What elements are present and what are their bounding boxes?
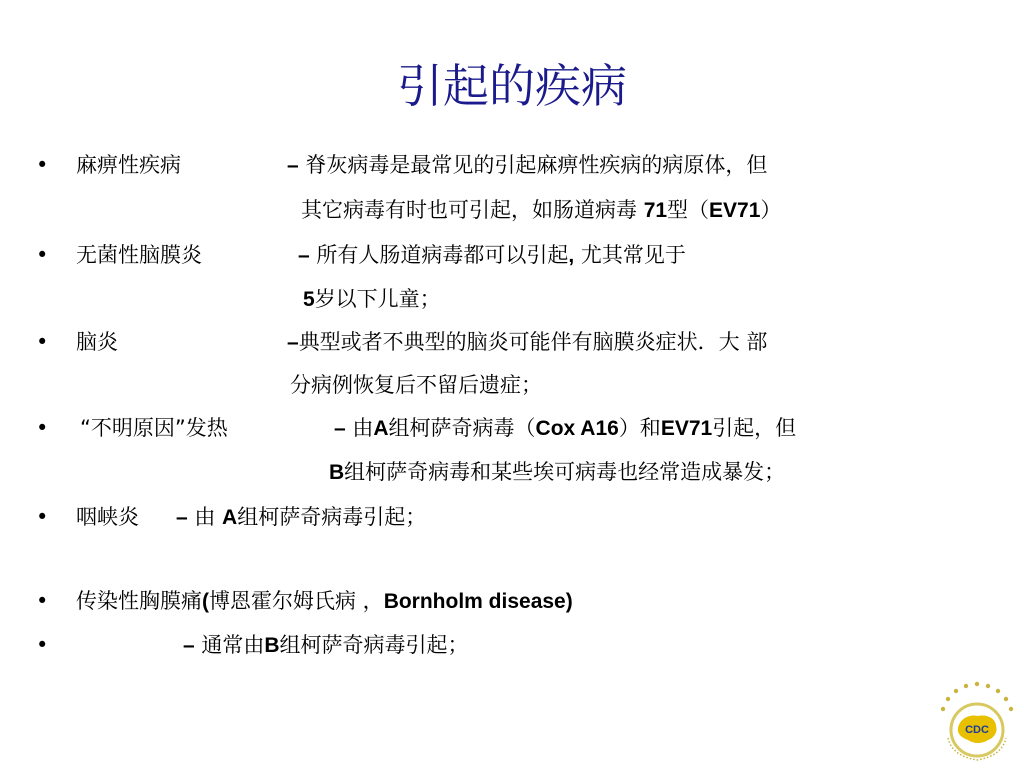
desc-text: 型（ [667,198,710,222]
bullet-marker: • [36,633,49,657]
desc-text: Cox A16 [535,417,619,440]
item-description-cont: 分病例恢复后不留后遗症； [290,373,542,397]
item-description [176,502,426,533]
item-description-cont [301,195,781,226]
label-text: ( [202,590,209,613]
desc-text: EV71 [709,199,761,222]
item-description [298,240,686,271]
desc-text: 尤其常见于 [574,243,686,267]
bullet-marker: • [36,243,49,267]
logo-text: CDC [965,724,989,736]
dash: – [176,506,188,529]
desc-text: 组柯萨奇病毒引起； [237,505,427,529]
desc-text: ）和 [618,416,661,440]
desc-text: 典型或者不典型的脑炎可能伴有脑膜炎症状．大 部 [298,330,768,354]
dash: – [287,154,299,177]
desc-text: 71 [643,199,668,222]
label-text: 传染性胸膜痛 [76,589,202,613]
desc-text: 所有人肠道病毒都可以引起 [316,243,569,267]
item-description [334,413,796,444]
desc-text: EV71 [660,417,713,440]
logo-dots-ring [941,682,1013,711]
desc-text: B [264,634,280,657]
item-label: 麻痹性疾病 [76,153,181,177]
bullet-marker: • [36,330,49,354]
item-description [183,630,469,661]
bullet-marker: • [36,416,49,440]
item-label: “不明原因”发热 [80,416,228,440]
desc-text: 引起，但 [712,416,797,440]
desc-text: A [373,417,389,440]
desc-text: 组柯萨奇病毒引起； [279,633,469,657]
desc-text: 通常由 [194,633,265,657]
item-description [287,327,767,358]
desc-text: 由 [345,416,374,440]
cdc-logo [938,680,1016,764]
item-label: 咽峡炎 [76,505,139,529]
item-label [76,586,573,617]
bullet-marker: • [36,589,49,613]
label-text: 博恩霍尔姆氏病 ， [209,589,384,613]
desc-text: , [568,244,575,267]
desc-text: 脊灰病毒是最常见的引起麻痹性疾病的病原体，但 [305,153,768,177]
bullet-marker: • [36,153,49,177]
desc-text: B [329,461,345,484]
dash: – [183,634,195,657]
item-description [287,150,767,181]
dash: – [287,331,299,354]
desc-text: ） [760,198,782,222]
desc-text: A [222,506,238,529]
item-label: 无菌性脑膜炎 [76,243,202,267]
label-text: Bornholm disease) [383,590,573,613]
dash: – [298,244,310,267]
item-label: 脑炎 [76,330,118,354]
desc-text: 5 [303,288,315,311]
slide-title: 引起的疾病 [397,59,627,113]
desc-text: 由 [187,505,223,529]
bullet-marker: • [36,505,49,529]
item-description-cont [329,457,785,488]
desc-text: 岁以下儿童； [314,287,441,311]
desc-text: 组柯萨奇病毒（ [388,416,536,440]
desc-text: 其它病毒有时也可引起，如肠道病毒 [301,198,644,222]
dash: – [334,417,346,440]
item-description-cont [303,284,441,315]
desc-text: 组柯萨奇病毒和某些埃可病毒也经常造成暴发； [344,460,786,484]
